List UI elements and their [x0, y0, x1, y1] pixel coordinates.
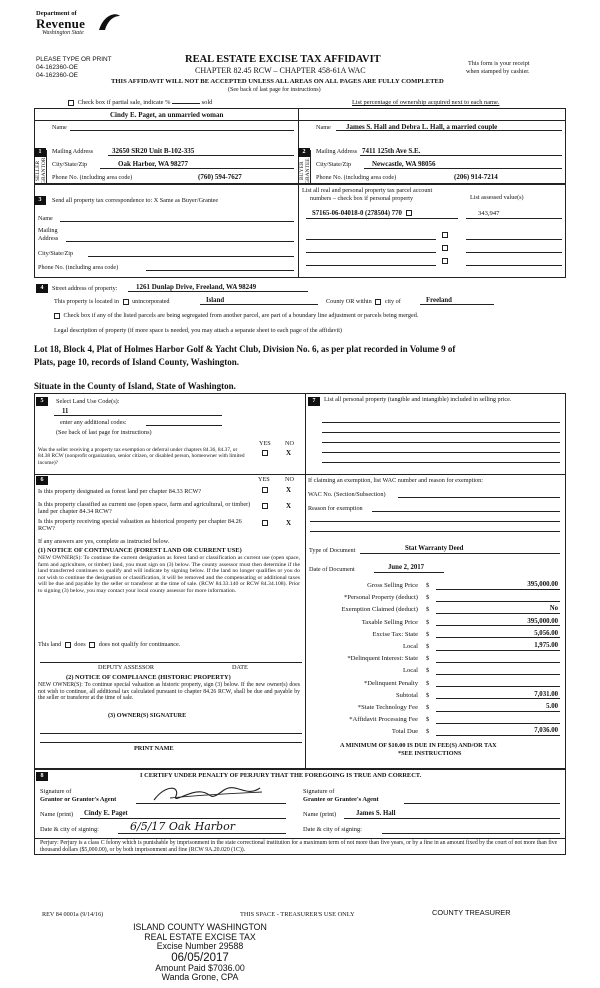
does-not-checkbox[interactable] — [89, 642, 95, 648]
located-row — [54, 298, 170, 305]
tax-row-label: Taxable Selling Price — [361, 618, 418, 626]
owner-signature-label: (3) OWNER(S) SIGNATURE — [108, 712, 187, 719]
forest-q3: Is this property receiving special valuation as historical property per chapter 84.26 RCW? — [38, 518, 242, 532]
seller-address-label: Mailing Address — [52, 148, 94, 155]
form-subtitle: CHAPTER 82.45 RCW – CHAPTER 458-61A WAC — [195, 66, 366, 75]
located-text: This property is located in — [54, 298, 119, 305]
forest-q2-answer: X — [286, 502, 292, 510]
partial-sale-row — [66, 99, 212, 106]
stamp-line-3: Excise Number 29588 — [156, 941, 244, 951]
does-not-label: does not qualify for continuance. — [98, 641, 181, 648]
seller-num: 1 — [34, 148, 46, 157]
tax-row-label: Exemption Claimed (deduct) — [341, 606, 418, 614]
street-label: Street address of property: — [52, 285, 118, 292]
additional-codes: enter any additional codes: — [60, 419, 127, 426]
buyer-phone-label: Phone No. (including area code) — [316, 174, 397, 181]
certify-num: 8 — [36, 772, 48, 781]
notice2-body: NEW OWNER(S): To continue special valuation as historic property, sign (3) below. If the new owner(s) does not wish to continue, all additional tax calculated pursuant to chapter 84.26 RCW, shall be due and payable by the seller or transferor at the time of sale. — [38, 682, 300, 701]
segregated-row — [52, 312, 418, 319]
wac-label: WAC No. (Section/Subsection) — [308, 491, 386, 498]
legal-line-2: Plats, page 10, records of Island County, Washington. — [34, 357, 239, 367]
tax-row-value[interactable]: 7,036.00 — [534, 727, 558, 735]
stamp-line-1: ISLAND COUNTY WASHINGTON — [133, 922, 267, 932]
segregated-checkbox[interactable] — [54, 313, 60, 319]
buyer-phone-value: (206) 914-7214 — [454, 173, 498, 181]
lu-q1: Was the seller receiving a property tax exemption or deferral under chapters 84.36, 84.37, or 84.38 RCW (nonprofit organization, senior citizen, or disabled person, homeowner with limited income)? — [38, 447, 245, 466]
tax-row-label: Gross Selling Price — [367, 582, 418, 589]
see-instructions: *SEE INSTRUCTIONS — [398, 750, 462, 757]
legal-line-1: Lot 18, Block 4, Plat of Holmes Harbor Golf & Yacht Club, Division No. 6, as per plat recorded in Volume 9 of — [34, 344, 456, 354]
treasurer-stamp — [110, 923, 290, 983]
reason-label: Reason for exemption — [308, 505, 363, 512]
parcel-checkbox-4[interactable] — [442, 258, 448, 264]
land-qualify-row — [38, 641, 180, 648]
tax-row-dollar: $ — [426, 606, 430, 614]
grantor-date-label: Date & city of signing: — [40, 826, 99, 833]
seller-city-label: City/State/Zip — [52, 161, 88, 168]
doc-type-value: Stat Warranty Deed — [405, 545, 464, 552]
tax-row-line — [436, 637, 560, 638]
unincorporated-label: unincorporated — [132, 298, 170, 305]
buyer-name-label: Name — [316, 124, 331, 131]
tax-row-line — [436, 613, 560, 614]
doc-date-label: Date of Document — [309, 566, 355, 573]
grantor-sig-label-1: Signature of — [40, 788, 72, 795]
notice2-title: (2) NOTICE OF COMPLIANCE (HISTORIC PROPERTY) — [66, 674, 231, 681]
notice1-title: (1) NOTICE OF CONTINUANCE (FOREST LAND OR CURRENT USE) — [38, 547, 242, 554]
tax-row-label: *Affidavit Processing Fee — [349, 716, 418, 724]
does-checkbox[interactable] — [65, 642, 71, 648]
tax-row-dollar: $ — [426, 716, 430, 724]
property-num: 4 — [36, 284, 48, 293]
forest-q1-yes-checkbox[interactable] — [262, 487, 268, 493]
tax-row-line — [436, 698, 560, 699]
lu-yes: YES — [259, 440, 271, 447]
tax-row-dollar: $ — [426, 643, 430, 650]
receipt-note-1: This form is your receipt — [468, 60, 530, 67]
grantor-name-value: Cindy E. Paget — [84, 810, 128, 817]
tax-row-label: *Delinquent Penalty — [363, 679, 418, 687]
seller-name-label: Name — [52, 124, 67, 131]
buyer-address-label: Mailing Address — [316, 148, 358, 155]
corr-label-text: Send all property tax correspondence to: — [52, 197, 153, 204]
grantee-name-value: James S. Hall — [356, 810, 396, 817]
legal-label: Legal description of property (if more space is needed, you may attach a separate sheet to each page of the affidavit) — [54, 327, 342, 334]
personal-num: 7 — [308, 397, 320, 406]
partial-sale-label: Check box if partial sale, indicate % — [77, 99, 171, 106]
tax-row-value[interactable]: 5,056.00 — [534, 629, 558, 637]
buyer-city-value: Newcastle, WA 98056 — [372, 160, 436, 168]
legal-line-3: Situate in the County of Island, State of Washington. — [34, 381, 236, 391]
form-title: REAL ESTATE EXCISE TAX AFFIDAVIT — [185, 54, 381, 65]
assessed-header: List assessed value(s) — [470, 194, 524, 201]
stamp-line-6: Wanda Grone, CPA — [161, 972, 239, 982]
land-use-label: Select Land Use Code(s): — [56, 398, 120, 405]
city-value: Freeland — [426, 297, 452, 304]
parcel-checkbox-3[interactable] — [442, 245, 448, 251]
tax-row-dollar: $ — [426, 582, 430, 589]
certify-title: I CERTIFY UNDER PENALTY OF PERJURY THAT THE FOREGOING IS TRUE AND CORRECT. — [140, 772, 422, 779]
forest-q3-answer: X — [286, 519, 292, 527]
tax-row-label: *Delinquent Interest: State — [347, 655, 418, 663]
corr-same-as[interactable]: X Same as Buyer/Grantee — [153, 197, 219, 204]
tax-row-dollar: $ — [426, 704, 430, 711]
treasurer-space: THIS SPACE - TREASURER'S USE ONLY — [240, 911, 355, 918]
county-value: Island — [206, 297, 225, 304]
corr-phone-label: Phone No. (including area code) — [38, 264, 119, 271]
exemption-label: If claiming an exemption, list WAC number and reason for exemption: — [308, 477, 483, 484]
seller-side-label: SELLER GRANTOR — [35, 157, 47, 184]
minimum-note: A MINIMUM OF $10.00 IS DUE IN FEE(S) AND/OR TAX — [340, 742, 497, 749]
tax-row-label: Local — [402, 643, 418, 650]
lu-q1-yes-checkbox[interactable] — [262, 450, 268, 456]
segregated-text: Check box if any of the listed parcels are being segregated from another parcel, are part of a boundary line adjustment or parcels being merged. — [63, 312, 419, 319]
form-number-2: 04-162360-OE — [36, 72, 78, 79]
city-checkbox[interactable] — [375, 299, 381, 305]
tax-row-dollar: $ — [426, 655, 430, 663]
parcel-checkbox-1[interactable] — [406, 210, 412, 216]
buyer-city-label: City/State/Zip — [316, 161, 352, 168]
rev-number: REV 84 0001a (9/14/16) — [42, 911, 104, 918]
tax-row-line — [436, 735, 560, 736]
perjury-text: Perjury: Perjury is a class C felony which is punishable by imprisonment in the state correctional institution for a maximum term of not more than five years, or by a fine in an amount fixed by the court of not more than five thousand dollars ($5,000.00), or by both imprisonment and fine (RCW 9A.20.020 (1C)). — [40, 840, 558, 853]
grantor-date-value: 6/5/17 Oak Harbor — [130, 820, 235, 833]
please-type: PLEASE TYPE OR PRINT — [36, 56, 112, 63]
grantee-date-label: Date & city of signing: — [303, 826, 362, 833]
corr-address-label: Address — [38, 235, 59, 242]
corr-mailing-label: Mailing — [38, 227, 58, 234]
stamp-line-2: REAL ESTATE EXCISE TAX — [144, 931, 256, 942]
doc-date-value: June 2, 2017 — [388, 564, 425, 571]
logo-swoosh-icon — [96, 10, 122, 34]
tax-row-line — [436, 601, 560, 602]
warning-text: THIS AFFIDAVIT WILL NOT BE ACCEPTED UNLESS ALL AREAS ON ALL PAGES ARE FULLY COMPLETED — [111, 78, 444, 85]
seller-address-value: 32650 SR20 Unit B-102-335 — [112, 147, 195, 155]
notice1-body: NEW OWNER(S): To continue the current designation as forest land or classification as current use (open space, farm and agriculture, or timber) land, you must sign on (3) below. The county assessor must then determine if the land transferred continues to qualify and will indicate by signing below. If the land no longer qualifies or you do not wish to continue the designation or classification, it will be removed and the compensating or additional taxes will be due and payable by the seller or transferor at the time of sale. (RCW 84.33.140 or RCW 84.34.108). Prior to signing (3) below, you may contact your local county assessor for more information. — [38, 555, 300, 594]
forest-yes: YES — [258, 476, 270, 483]
tax-row-dollar: $ — [426, 679, 430, 687]
tax-row-value[interactable]: 7,031.00 — [534, 690, 558, 698]
deputy-date: DATE — [232, 664, 248, 671]
unincorporated-checkbox[interactable] — [123, 299, 129, 305]
stamp-line-4: 06/05/2017 — [171, 951, 229, 964]
grantor-sig-label-2: Grantor or Grantor's Agent — [40, 796, 117, 803]
tax-row-value[interactable]: 1,975.00 — [534, 642, 558, 649]
forest-no: NO — [285, 476, 294, 483]
land-use-num: 5 — [36, 397, 48, 406]
tax-row-line — [436, 625, 560, 626]
ownership-note: List percentage of ownership acquired next to each name. — [352, 99, 500, 106]
county-treasurer: COUNTY TREASURER — [432, 908, 511, 917]
receipt-note-2: when stamped by cashier. — [466, 68, 530, 75]
land-use-see-back: (See back of last page for instructions) — [56, 429, 152, 436]
partial-sale-checkbox[interactable] — [68, 100, 74, 106]
tax-row-line — [436, 662, 560, 663]
parcel-value — [312, 210, 414, 217]
tax-row-dollar: $ — [426, 594, 430, 602]
buyer-name-value: James S. Hall and Debra L. Hall, a married couple — [346, 123, 498, 131]
tax-row-line — [436, 589, 560, 590]
grantee-sig-label-1: Signature of — [303, 788, 335, 795]
county-or-label: County OR within — [326, 298, 372, 305]
county-or-row — [326, 298, 401, 305]
doc-type-label: Type of Document — [309, 547, 356, 554]
forest-q1-answer: X — [286, 486, 292, 494]
tax-row-dollar: $ — [426, 630, 430, 638]
corr-name-label: Name — [38, 215, 53, 222]
form-number-1: 04-162360-OE — [36, 64, 78, 71]
land-use-code: 11 — [62, 408, 69, 415]
dor-logo — [36, 10, 126, 50]
forest-q1: Is this property designated as forest land per chapter 84.33 RCW? — [38, 488, 202, 495]
tax-row-line — [436, 650, 560, 651]
assessed-value: 343,947 — [478, 210, 500, 217]
grantee-sig-label-2: Grantee or Grantee's Agent — [303, 796, 379, 803]
lu-q1-answer: X — [286, 449, 292, 457]
street-value: 1261 Dunlap Drive, Freeland, WA 98249 — [136, 283, 257, 291]
forest-q3-yes-checkbox[interactable] — [262, 520, 268, 526]
tax-row-line — [436, 686, 560, 687]
tax-row-label: Subtotal — [396, 691, 418, 699]
seller-city-value: Oak Harbor, WA 98277 — [118, 160, 189, 168]
parcel-header-2: numbers – check box if personal property — [310, 195, 414, 202]
forest-q2-yes-checkbox[interactable] — [262, 503, 268, 509]
seller-phone-value: (760) 594-7627 — [198, 173, 242, 181]
corr-label — [52, 197, 218, 204]
buyer-side-label: BUYER GRANTEE — [299, 158, 311, 184]
see-back: (See back of last page for instructions) — [228, 87, 321, 93]
grantor-name-label: Name (print) — [40, 811, 74, 818]
forest-num: 6 — [36, 476, 48, 485]
does-label: does — [74, 641, 86, 648]
sold-label: sold — [201, 99, 213, 106]
tax-row-label: *Personal Property (deduct) — [344, 594, 418, 602]
tax-row-dollar: $ — [426, 618, 430, 626]
forest-if-yes: If any answers are yes, complete as instructed below. — [38, 538, 170, 545]
logo-line1: Department of — [36, 10, 77, 17]
city-of-label: city of — [384, 298, 401, 305]
tax-row-value[interactable]: No — [549, 605, 558, 613]
stamp-line-5: Amount Paid $7036.00 — [155, 962, 245, 973]
tax-row-line — [436, 711, 560, 712]
tax-row-value[interactable]: 5.00 — [546, 703, 558, 710]
tax-row-label: Total Due — [391, 728, 418, 736]
tax-row-line — [436, 674, 560, 675]
tax-row-label: Excise Tax: State — [372, 630, 418, 638]
corr-num: 3 — [34, 196, 46, 205]
deputy-assessor: DEPUTY ASSESSOR — [98, 664, 154, 671]
logo-line3: Washington State — [42, 30, 84, 36]
grantee-name-label: Name (print) — [303, 811, 337, 818]
lu-no: NO — [285, 440, 294, 447]
parcel-checkbox-2[interactable] — [442, 232, 448, 238]
tax-row-dollar: $ — [426, 691, 430, 699]
this-land-label: This land — [38, 641, 62, 648]
seller-name-value: Cindy E. Paget, an unmarried woman — [110, 111, 224, 119]
tax-row-dollar: $ — [426, 728, 430, 736]
tax-row-label: *State Technology Fee — [357, 704, 418, 711]
buyer-num: 2 — [298, 148, 310, 157]
tax-row-value[interactable]: 395,000.00 — [527, 581, 558, 588]
forest-q2: Is this property classified as current use (open space, farm and agricultural, or timber) land per chapter 84.34 RCW? — [38, 501, 251, 515]
tax-row-line — [436, 723, 560, 724]
logo-line2: Revenue — [36, 16, 86, 31]
corr-city-label: City/State/Zip — [38, 250, 74, 257]
tax-row-value[interactable]: 395,000.00 — [527, 617, 558, 625]
tax-row-label: Local — [402, 667, 418, 675]
tax-row-dollar: $ — [426, 667, 430, 675]
buyer-address-value: 7411 125th Ave S.E. — [362, 147, 421, 155]
personal-label: List all personal property (tangible and intangible) included in selling price. — [324, 396, 512, 403]
parcel-header-1: List all real and personal property tax parcel account — [302, 187, 433, 194]
parcel-number: S7165-06-04018-0 (278504) 770 — [312, 210, 402, 217]
print-name-label: PRINT NAME — [134, 745, 174, 752]
seller-phone-label: Phone No. (including area code) — [52, 174, 133, 181]
